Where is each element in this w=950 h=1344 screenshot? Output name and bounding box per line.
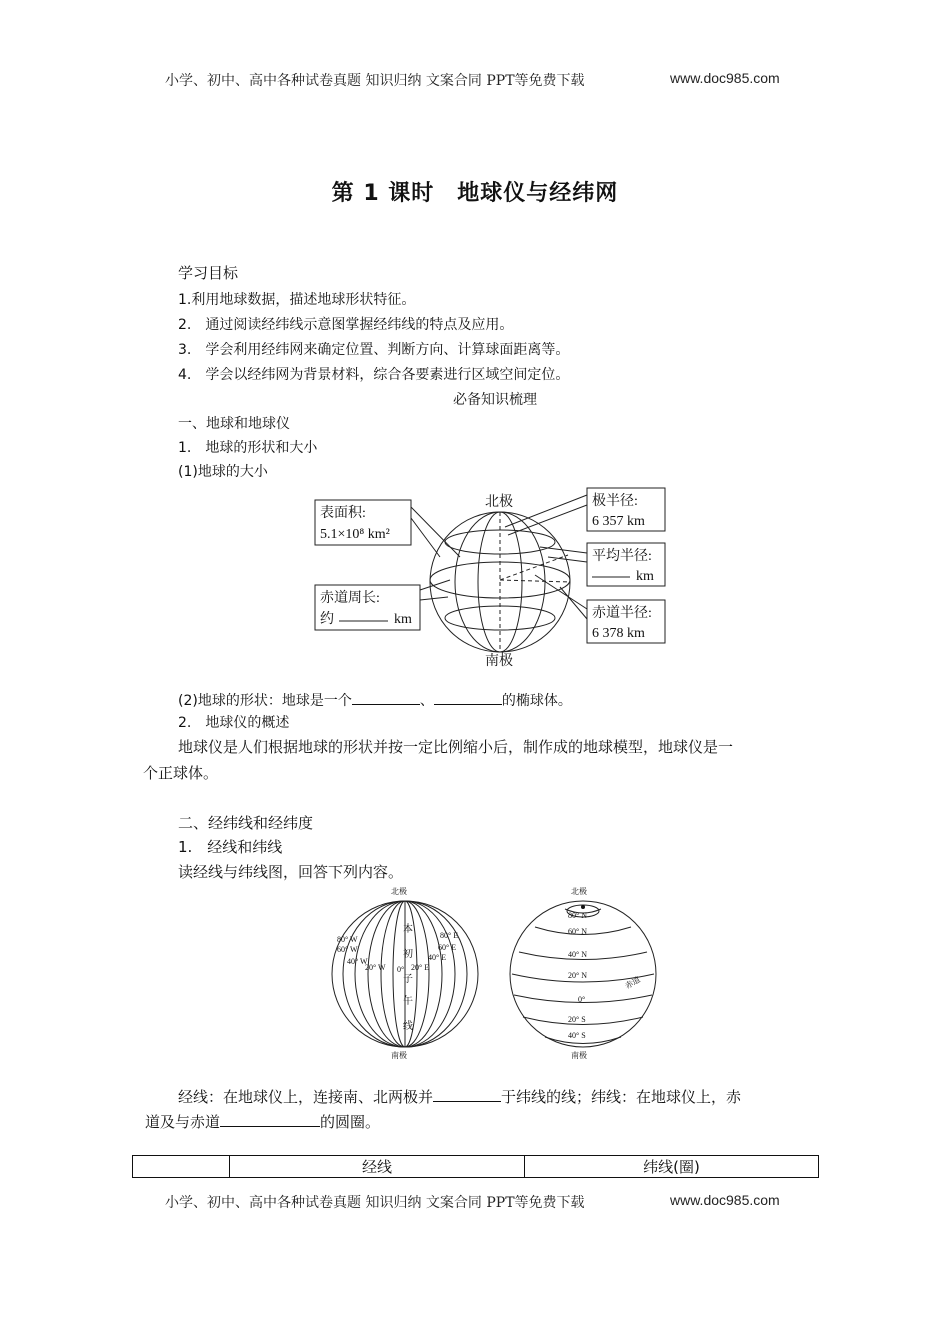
table-header-row <box>133 1156 819 1178</box>
lat-label-80n: 80° N <box>568 911 587 920</box>
polar-radius-value: 6 357 km <box>592 514 645 529</box>
prime-meridian-char: 初 <box>403 949 413 960</box>
meridian-north-label: 北极 <box>391 887 407 896</box>
prime-meridian-char: 子 <box>403 974 413 985</box>
definition-blank-2[interactable] <box>220 1110 320 1127</box>
section2-intro: 读经线与纬线图，回答下列内容。 <box>178 863 404 881</box>
table-header-cell <box>133 1156 230 1178</box>
globe-description-line1: 地球仪是人们根据地球的形状并按一定比例缩小后，制作成的地球模型，地球仪是一 <box>178 738 734 756</box>
shape-line <box>178 688 572 710</box>
lat-label-40s: 40° S <box>568 1031 586 1040</box>
definition-2a: 道及与赤道 <box>145 1113 221 1131</box>
parallel-globe <box>505 882 665 1060</box>
footer-text: 小学、初中、高中各种试卷真题 知识归纳 文案合同 PPT等免费下载 <box>165 1195 585 1211</box>
definition-2b: 的圆圈。 <box>320 1113 381 1131</box>
zero-meridian-label: 0° <box>397 965 405 974</box>
section2-sub1: 1. 经线和纬线 <box>178 838 283 856</box>
parallel-south-label: 南极 <box>571 1051 587 1060</box>
objective-item: 2. 通过阅读经纬线示意图掌握经纬线的特点及应用。 <box>178 317 514 333</box>
shape-suffix: 的椭球体。 <box>501 693 572 709</box>
shape-prefix: (2)地球的形状：地球是一个 <box>178 693 352 709</box>
equator-circumference-prefix: 约 <box>320 612 334 627</box>
e-label-20: 20° E <box>411 963 430 972</box>
w-label-40: 40° W <box>347 957 368 966</box>
definition-line1 <box>178 1085 741 1107</box>
prime-meridian-char: 本 <box>403 924 413 935</box>
shape-blank-2[interactable] <box>434 688 502 705</box>
meridian-globe <box>325 882 485 1060</box>
comparison-table <box>132 1155 819 1178</box>
objective-item: 4. 学会以经纬网为背景材料，综合各要素进行区域空间定位。 <box>178 367 570 383</box>
definition-line2 <box>145 1110 380 1132</box>
lat-label-20s: 20° S <box>568 1015 586 1024</box>
e-label-40: 40° E <box>428 953 447 962</box>
section1-sub1: 1. 地球的形状和大小 <box>178 440 318 456</box>
objective-item: 3. 学会利用经纬网来确定位置、判断方向、计算球面距离等。 <box>178 342 570 358</box>
section1-sub2: 2. 地球仪的概述 <box>178 715 290 731</box>
definition-blank-1[interactable] <box>433 1085 501 1102</box>
north-pole-label: 北极 <box>485 495 513 510</box>
e-label-60: 60° E <box>438 943 457 952</box>
objective-item: 1.利用地球数据，描述地球形状特征。 <box>178 292 416 308</box>
header-url[interactable]: www.doc985.com <box>670 70 780 86</box>
polar-radius-label: 极半径: <box>592 494 638 509</box>
mean-radius-unit: km <box>636 569 654 584</box>
page-title: 第 1 课时 地球仪与经纬网 <box>331 181 619 206</box>
definition-1a: 经线：在地球仪上，连接南、北两极并 <box>178 1088 434 1106</box>
w-label-20: 20° W <box>365 963 386 972</box>
lat-label-60n: 60° N <box>568 927 587 936</box>
parallel-north-label: 北极 <box>571 887 587 896</box>
surface-area-value: 5.1×10⁸ km² <box>320 527 390 542</box>
shape-separator: 、 <box>419 693 434 709</box>
table-header-cell: 经线 <box>230 1156 525 1178</box>
definition-1b: 于纬线的线；纬线：在地球仪上，赤 <box>501 1088 742 1106</box>
section2-heading: 二、经纬线和经纬度 <box>178 814 314 832</box>
equator-circumference-label: 赤道周长: <box>320 591 380 606</box>
lat-label-20n: 20° N <box>568 971 587 980</box>
prime-meridian-char: 午 <box>403 996 413 1007</box>
shape-blank-1[interactable] <box>352 688 420 705</box>
mean-radius-label: 平均半径: <box>592 549 652 564</box>
section1-sub1a: (1)地球的大小 <box>178 464 268 480</box>
prime-meridian-char: 线 <box>403 1021 413 1032</box>
equator-radius-label: 赤道半径: <box>592 606 652 621</box>
globe-description-line2: 个正球体。 <box>143 764 219 782</box>
w-label-80: 80° W <box>337 935 358 944</box>
surface-area-label: 表面积: <box>320 506 366 521</box>
table-header-cell: 纬线(圈) <box>525 1156 819 1178</box>
north-pole-dot <box>581 905 585 909</box>
south-pole-label: 南极 <box>485 654 513 669</box>
earth-size-diagram <box>300 485 680 670</box>
w-label-60: 60° W <box>337 945 358 954</box>
header-text: 小学、初中、高中各种试卷真题 知识归纳 文案合同 PPT等免费下载 <box>165 73 585 89</box>
lat-label-40n: 40° N <box>568 950 587 959</box>
meridian-south-label: 南极 <box>391 1051 407 1060</box>
objectives-heading: 学习目标 <box>178 264 239 282</box>
knowledge-heading: 必备知识梳理 <box>453 392 537 408</box>
equator-label: 赤道 <box>623 974 642 991</box>
section1-heading: 一、地球和地球仪 <box>178 416 290 432</box>
footer-url[interactable]: www.doc985.com <box>670 1192 780 1208</box>
equator-circumference-unit: km <box>394 612 412 627</box>
lat-label-0: 0° <box>578 995 586 1004</box>
e-label-80: 80° E <box>440 931 459 940</box>
equator-radius-value: 6 378 km <box>592 626 645 641</box>
